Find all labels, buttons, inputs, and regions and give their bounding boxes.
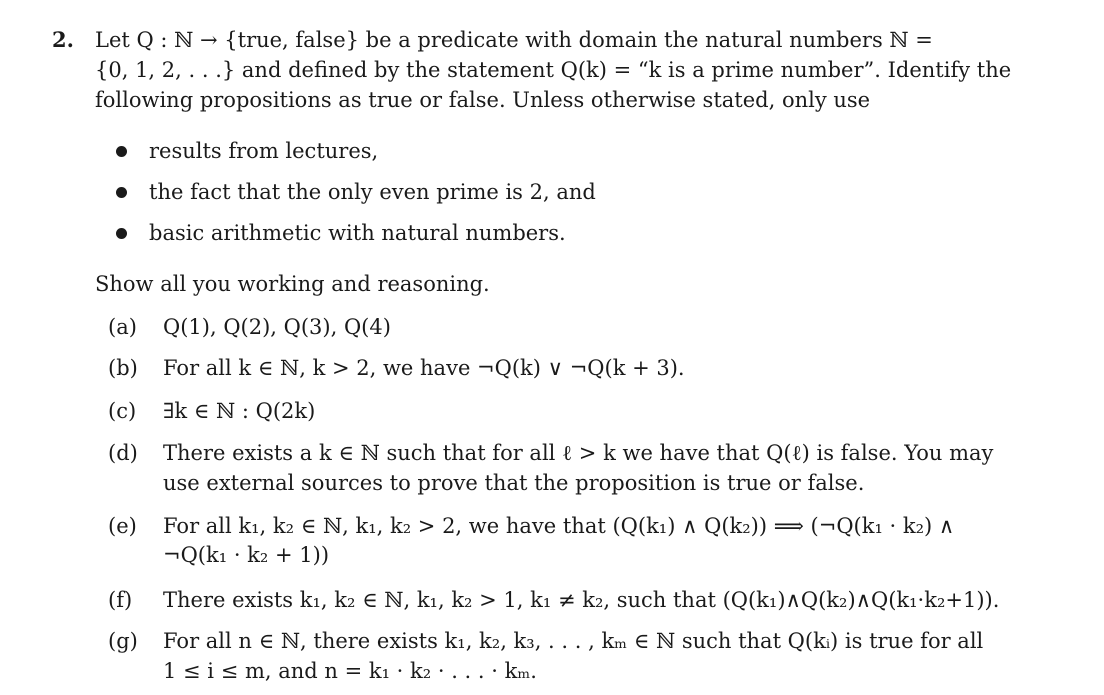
question-number: 2. — [52, 27, 74, 52]
bullet-text-3: basic arithmetic with natural numbers. — [149, 221, 566, 245]
part-d-text-1: There exists a k ∈ ℕ such that for all ℓ > k we have that Q(ℓ) is false. You may — [163, 441, 994, 465]
bullet-text-2: the fact that the only even prime is 2, and — [149, 180, 596, 204]
part-e-text-1: For all k₁, k₂ ∈ ℕ, k₁, k₂ > 2, we have that (Q(k₁) ∧ Q(k₂)) ⟹ (¬Q(k₁ · k₂) ∧ — [163, 514, 955, 538]
part-b-text: For all k ∈ ℕ, k > 2, we have ¬Q(k) ∨ ¬Q(k + 3). — [163, 356, 685, 380]
part-f-text: There exists k₁, k₂ ∈ ℕ, k₁, k₂ > 1, k₁ ≠ k₂, such that (Q(k₁)∧Q(k₂)∧Q(k₁·k₂+1)). — [163, 588, 1000, 612]
part-g-text-2: 1 ≤ i ≤ m, and n = k₁ · k₂ · . . . · kₘ. — [163, 659, 537, 683]
part-c-text: ∃k ∈ ℕ : Q(2k) — [163, 399, 316, 423]
intro-line-1: Let Q : ℕ → {true, false} be a predicate with domain the natural numbers ℕ = — [95, 28, 933, 52]
part-g-label: (g) — [108, 629, 138, 653]
part-a-text: Q(1), Q(2), Q(3), Q(4) — [163, 315, 391, 339]
bullet-text-1: results from lectures, — [149, 139, 379, 163]
part-d-label: (d) — [108, 441, 138, 465]
part-e-text-2: ¬Q(k₁ · k₂ + 1)) — [163, 543, 330, 567]
part-a-label: (a) — [108, 315, 137, 339]
part-g-text-1: For all n ∈ ℕ, there exists k₁, k₂, k₃, . . . , kₘ ∈ ℕ such that Q(kᵢ) is true for all — [163, 629, 984, 653]
bullet-dot-1 — [116, 146, 127, 157]
intro-line-3: following propositions as true or false. Unless otherwise stated, only use — [95, 88, 871, 112]
part-b-label: (b) — [108, 356, 138, 380]
part-d-text-2: use external sources to prove that the proposition is true or false. — [163, 471, 865, 495]
part-f-label: (f) — [108, 588, 133, 612]
bullet-dot-2 — [116, 187, 127, 198]
part-c-label: (c) — [108, 399, 137, 423]
bullet-dot-3 — [116, 228, 127, 239]
intro-line-2: {0, 1, 2, . . .} and defined by the statement Q(k) = “k is a prime number”. Identify the — [95, 58, 1012, 82]
part-e-label: (e) — [108, 514, 137, 538]
instruction-text: Show all you working and reasoning. — [95, 272, 490, 296]
